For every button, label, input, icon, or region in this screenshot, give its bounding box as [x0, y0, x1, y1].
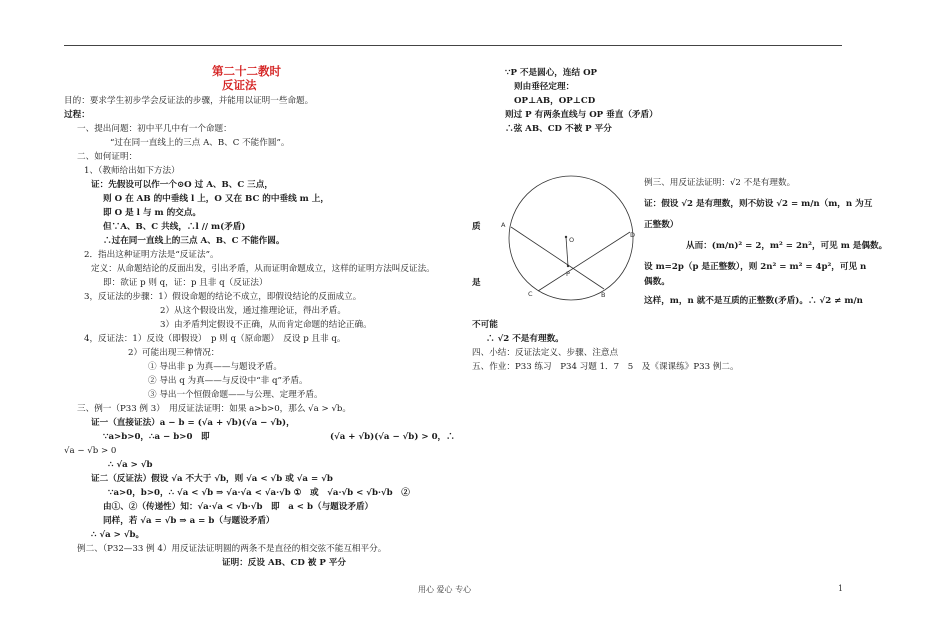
left-line-16: 2）从这个假设出发，通过推理论证，得出矛盾。 — [160, 306, 346, 316]
right-line-5: ∴弦 AB、CD 不被 P 平分 — [505, 124, 612, 134]
left-line-5: 二、如何证明： — [77, 152, 138, 162]
left-line-4: “过在同一直线上的三点 A、B、C 不能作圆”。 — [110, 138, 290, 148]
intersection-point-p — [567, 265, 569, 267]
left-line-13: 定义：从命题结论的反面出发，引出矛盾，从而证明命题成立，这样的证明方法叫反证法。 — [91, 264, 435, 274]
left-line-18: 4，反证法：1）反设（即假设） p 则 q（原命题） 反设 p 且非 q。 — [84, 334, 346, 344]
left-line-31: 由①、②（传递性）知：√a·√a < √b·√b 即 a < b（与题设矛盾） — [103, 502, 374, 512]
right-line-12: 设 m=2p（p 是正整数），则 2n² = m² = 4p²，可见 n — [644, 262, 867, 272]
left-line-32: 同样，若 √a = √b ⇒ a = b（与题设矛盾） — [103, 516, 275, 526]
label-o: O — [569, 236, 575, 244]
right-line-8: 例三、用反证法证明：√2 不是有理数。 — [644, 178, 796, 188]
header-rule — [64, 45, 842, 46]
left-line-14: 即：欲证 p 则 q，证：p 且非 q（反证法） — [103, 278, 268, 288]
right-line-16: ∴ √2 不是有理数。 — [486, 334, 564, 344]
left-line-33: ∴ √a > √b。 — [91, 530, 145, 540]
left-line-25: ∵a>b>0，∴a − b>0 即 — [103, 432, 210, 442]
left-line-28: ∴ √a > √b — [108, 460, 153, 470]
right-line-9: 证：假设 √2 是有理数，则不妨设 √2 = m/n（m，n 为互 — [644, 199, 873, 209]
left-line-3: 一、提出问题：初中平几中有一个命题： — [77, 124, 232, 134]
left-line-34: 例二、（P32—33 例 4）用反证法证明圆的两条不是直径的相交弦不能互相平分。 — [77, 544, 387, 554]
right-line-2: 则由垂径定理： — [514, 82, 575, 92]
circle-chord-diagram — [496, 168, 646, 308]
label-d: D — [630, 231, 636, 239]
left-line-27: √a − √b > 0 — [64, 446, 117, 456]
left-line-23: 三、例一（P33 例 3） 用反证法证明：如果 a>b>0，那么 √a > √b。 — [77, 404, 352, 414]
chord-cd — [538, 232, 630, 291]
left-line-2: 过程： — [64, 110, 90, 120]
right-line-1: ∵P 不是圆心，连结 OP — [505, 68, 598, 78]
right-line-18: 五、作业：P33 练习 P34 习题 1．7 5 及《课课练》P33 例二。 — [472, 362, 739, 372]
label-c: C — [528, 290, 533, 298]
left-line-20: ① 导出非 p 为真——与题设矛盾。 — [148, 362, 283, 372]
left-line-1: 目的：要求学生初步学会反证法的步骤，并能用以证明一些命题。 — [64, 96, 314, 106]
lesson-number-title: 第二十二教时 — [212, 64, 281, 78]
left-line-15: 3，反证法的步骤：1）假设命题的结论不成立，即假设结论的反面成立。 — [84, 292, 362, 302]
right-line-15: 不可能 — [472, 320, 498, 330]
left-line-7: 证：先假设可以作一个⊙O 过 A、B、C 三点， — [91, 180, 273, 190]
label-p: P — [566, 270, 570, 278]
left-line-19: 2）可能出现三种情况： — [128, 348, 220, 358]
left-line-8: 则 O 在 AB 的中垂线 l 上，O 又在 BC 的中垂线 m 上， — [103, 194, 329, 204]
left-line-21: ② 导出 q 为真——与反设中“非 q”矛盾。 — [148, 376, 308, 386]
right-line-11: 从而：(m/n)² = 2，m² = 2n²，可见 m 是偶数。 — [686, 241, 888, 251]
left-line-9: 即 O 是 l 与 m 的交点。 — [103, 208, 201, 218]
center-point-o — [565, 236, 567, 238]
left-line-6: 1、（教师给出如下方法） — [84, 166, 180, 176]
left-line-17: 3）由矛盾判定假设不正确，从而肯定命题的结论正确。 — [160, 320, 372, 330]
right-line-10: 正整数） — [644, 220, 679, 230]
page-number: 1 — [838, 584, 844, 593]
left-line-35: 证明：反设 AB、CD 被 P 平分 — [222, 558, 346, 568]
right-line-4: 则过 P 有两条直线与 OP 垂直（矛盾） — [505, 110, 658, 120]
segment-op — [566, 237, 568, 266]
footer-motto: 用心 爱心 专心 — [418, 585, 472, 594]
left-line-12: 2．指出这种证明方法是“反证法”。 — [84, 250, 219, 260]
label-b: B — [601, 291, 606, 299]
right-line-3: OP⊥AB，OP⊥CD — [514, 96, 596, 106]
left-line-24: 证一（直接证法）a − b = (√a + √b)(√a − √b)， — [91, 418, 295, 428]
right-line-7: 是 — [472, 278, 481, 288]
left-line-22: ③ 导出一个恒假命题——与公理、定理矛盾。 — [148, 390, 323, 400]
left-line-10: 但∵A、B、C 共线，∴l // m(矛盾) — [103, 222, 246, 232]
left-line-30: ∵a>0，b>0，∴ √a < √b ⇒ √a·√a < √a·√b ① 或 √a·√b < √b·√b ② — [108, 488, 410, 498]
lesson-topic-title: 反证法 — [222, 78, 257, 92]
left-line-26: (√a + √b)(√a − √b) > 0，∴ — [330, 432, 455, 442]
right-line-13: 偶数。 — [644, 277, 670, 287]
label-a: A — [501, 221, 506, 229]
left-line-11: ∴过在同一直线上的三点 A、B、C 不能作圆。 — [103, 236, 285, 246]
right-line-6: 质 — [472, 222, 481, 232]
right-line-14: 这样，m，n 就不是互质的正整数(矛盾)。∴ √2 ≠ m/n — [644, 296, 863, 306]
left-line-29: 证二（反证法）假设 √a 不大于 √b，则 √a < √b 或 √a = √b — [91, 474, 333, 484]
right-line-17: 四、小结：反证法定义、步骤、注意点 — [472, 348, 619, 358]
